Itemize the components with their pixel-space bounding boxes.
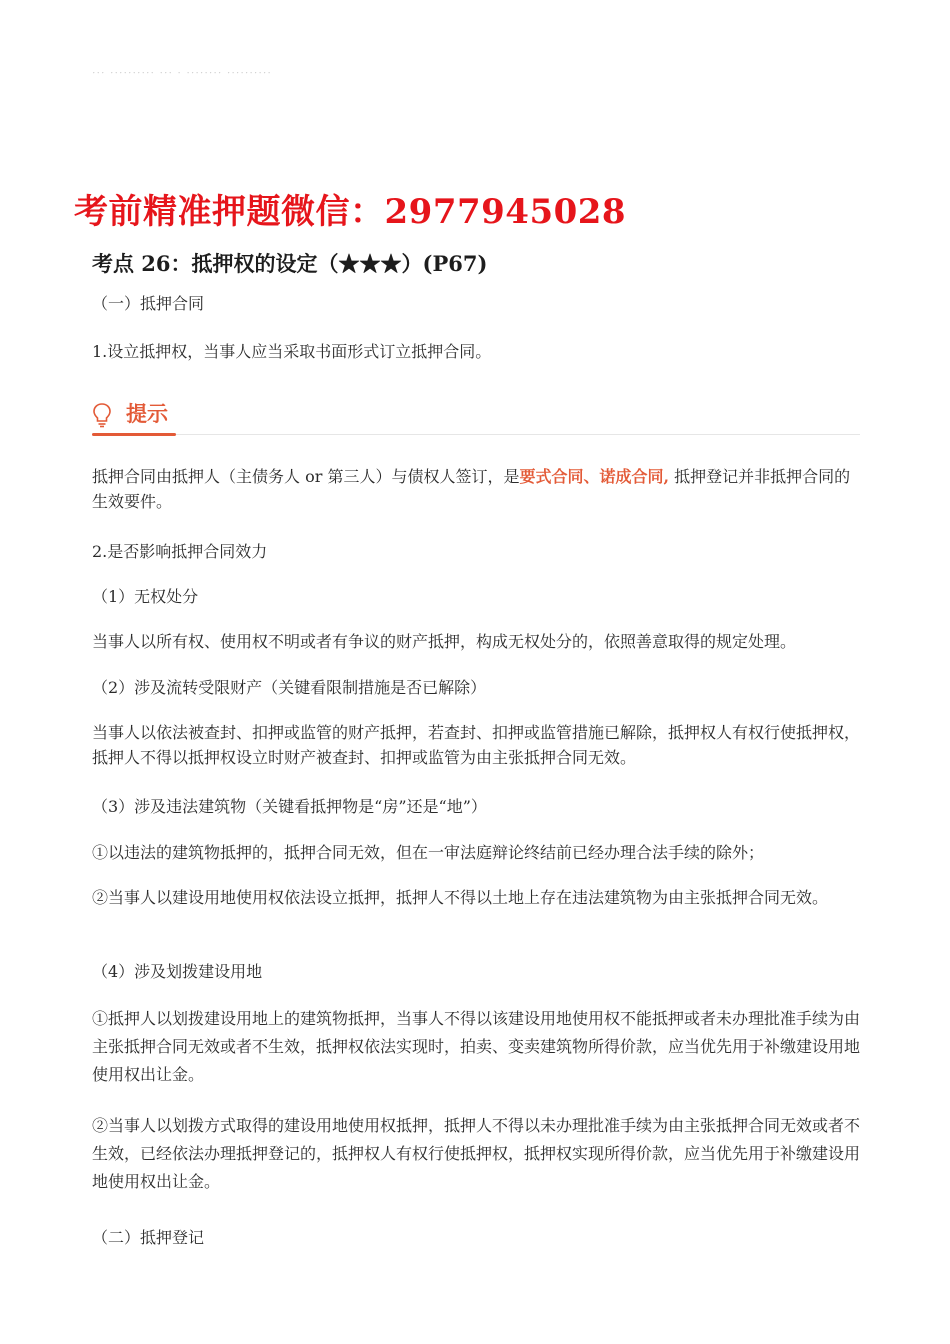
subsection-title-contract: （一）抵押合同 xyxy=(92,294,205,313)
header-fragment: ··· ·········· ··· · ········ ·········· xyxy=(92,70,272,76)
paragraph-7: ①抵押人以划拨建设用地上的建筑物抵押，当事人不得以该建设用地使用权不能抵押或者未办理批准手续为由主张抵押合同无效或者不生效，抵押权依法实现时，拍卖、变卖建筑物所得价款，应当优先用于补缴建设用地使用权出让金。 xyxy=(92,1009,861,1084)
tip-label: 提示 xyxy=(126,401,168,426)
paragraph-2: 2.是否影响抵押合同效力 xyxy=(92,542,268,561)
tip-header xyxy=(92,398,860,435)
paragraph-6: ②当事人以建设用地使用权依法设立抵押，抵押人不得以土地上存在违法建筑物为由主张抵押合同无效。 xyxy=(92,888,829,907)
tip-underline xyxy=(92,433,176,436)
paragraph-5: ①以违法的建筑物抵押的，抵押合同无效，但在一审法庭辩论终结前已经办理合法手续的除外； xyxy=(92,843,765,862)
paragraph-8: ②当事人以划拨方式取得的建设用地使用权抵押，抵押人不得以未办理批准手续为由主张抵押合同无效或者不生效，已经依法办理抵押登记的，抵押权人有权行使抵押权，抵押权实现所得价款，应当优先用于补缴建设用地使用权出让金。 xyxy=(92,1116,861,1191)
paragraph-3: 当事人以所有权、使用权不明或者有争议的财产抵押，构成无权处分的，依照善意取得的规定处理。 xyxy=(92,632,797,651)
lightbulb-icon xyxy=(92,402,112,428)
tip-text-b: 抵押登记并非抵押合同的生效要件。 xyxy=(92,467,851,511)
item-3-title: （3）涉及违法建筑物（关键看抵押物是“房”还是“地”） xyxy=(92,797,487,816)
section-heading: 考点 26：抵押权的设定（★★★）(P67) xyxy=(92,251,488,276)
paragraph-4: 当事人以依法被查封、扣押或监管的财产抵押，若查封、扣押或监管措施已解除，抵押权人有权行使抵押权，抵押人不得以抵押权设立时财产被查封、扣押或监管为由主张抵押合同无效。 xyxy=(92,723,861,767)
subsection-title-registration: （二）抵押登记 xyxy=(92,1228,205,1247)
paragraph-1: 1.设立抵押权，当事人应当采取书面形式订立抵押合同。 xyxy=(92,342,492,361)
tip-highlight: 要式合同、诺成合同, xyxy=(519,467,670,486)
item-1-title: （1）无权处分 xyxy=(92,587,199,606)
tip-text-a: 抵押合同由抵押人（主债务人 or 第三人）与债权人签订，是 xyxy=(92,467,520,486)
item-2-title: （2）涉及流转受限财产（关键看限制措施是否已解除） xyxy=(92,678,487,697)
tip-paragraph xyxy=(92,464,862,514)
promo-banner: 考前精准押题微信：2977945028 xyxy=(74,192,627,232)
item-4-title: （4）涉及划拨建设用地 xyxy=(92,962,263,981)
